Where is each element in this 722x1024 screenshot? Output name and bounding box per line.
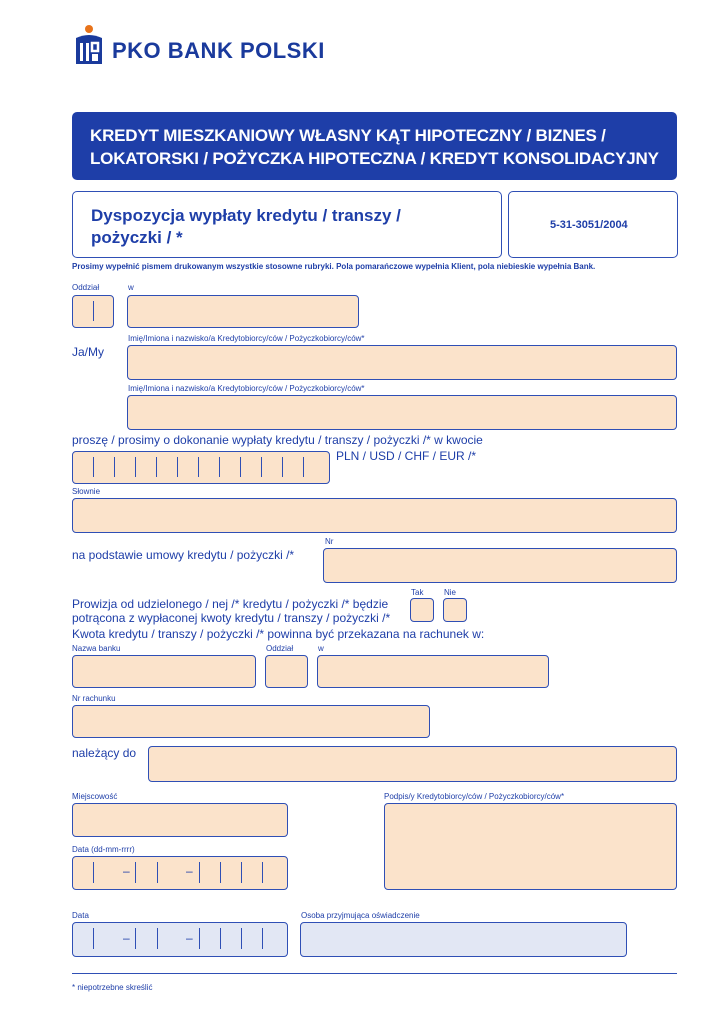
nazwa-banku-field[interactable] xyxy=(72,655,256,688)
borrower-names-label-1: Imię/Imiona i nazwisko/a Kredytobiorcy/ców / Pożyczkobiorcy/ców* xyxy=(128,334,365,343)
bank-date-field[interactable]: – – xyxy=(72,922,288,957)
oddzial-label-2: Oddział xyxy=(266,644,294,653)
w-field[interactable] xyxy=(127,295,359,328)
oddzial-field-2[interactable] xyxy=(265,655,308,688)
instructions: Prosimy wypełnić pismem drukowanym wszystkie stosowne rubryki. Pola pomarańczowe wypełnia Klient, pola niebieskie wypełnia Bank. xyxy=(72,262,596,271)
miejscowosc-field[interactable] xyxy=(72,803,288,837)
ja-my-label: Ja/My xyxy=(72,345,105,359)
nr-rachunku-field[interactable] xyxy=(72,705,430,738)
footnote: * niepotrzebne skreślić xyxy=(72,983,153,992)
nalezacy-do-field[interactable] xyxy=(148,746,677,782)
request-text: proszę / prosimy o dokonanie wypłaty kredytu / transzy / pożyczki /* w kwocie xyxy=(72,433,483,447)
data-label: Data xyxy=(72,911,89,920)
banner-line-1: KREDYT MIESZKANIOWY WŁASNY KĄT HIPOTECZNY / BIZNES / xyxy=(90,126,606,145)
nalezacy-do-label: należący do xyxy=(72,746,137,760)
oddzial-field[interactable] xyxy=(72,295,114,328)
commission-line-1: Prowizja od udzielonego / nej /* kredytu / pożyczki /* będzie xyxy=(72,597,389,611)
borrower-names-label-2: Imię/Imiona i nazwisko/a Kredytobiorcy/ców / Pożyczkobiorcy/ców* xyxy=(128,384,365,393)
bank-name: PKO BANK POLSKI xyxy=(112,38,325,63)
form-code-box xyxy=(508,191,678,258)
nie-checkbox[interactable] xyxy=(443,598,467,622)
osoba-label: Osoba przyjmująca oświadczenie xyxy=(301,911,420,920)
slownie-label: Słownie xyxy=(72,487,101,496)
form-title-box xyxy=(72,191,502,258)
nr-label: Nr xyxy=(325,537,334,546)
transfer-text: Kwota kredytu / transzy / pożyczki /* powinna być przekazana na rachunek w: xyxy=(72,627,485,641)
slownie-field[interactable] xyxy=(72,498,677,533)
osoba-field[interactable] xyxy=(300,922,627,957)
amount-field[interactable] xyxy=(72,451,330,484)
product-banner xyxy=(72,112,677,180)
nazwa-banku-label: Nazwa banku xyxy=(72,644,121,653)
nr-rachunku-label: Nr rachunku xyxy=(72,694,116,703)
w-field-2[interactable] xyxy=(317,655,549,688)
oddzial-label: Oddział xyxy=(72,283,100,292)
date-format-label: Data (dd-mm-rrrr) xyxy=(72,845,135,854)
footer-divider xyxy=(72,973,677,974)
banner-line-2: LOKATORSKI / POŻYCZKA HIPOTECZNA / KREDYT KONSOLIDACYJNY xyxy=(90,149,659,168)
agreement-number-field[interactable] xyxy=(323,548,677,583)
form-title-line-2: pożyczki / * xyxy=(91,228,183,247)
borrower-names-field-1[interactable] xyxy=(127,345,677,380)
currency-label: PLN / USD / CHF / EUR /* xyxy=(336,449,477,463)
tak-label: Tak xyxy=(411,588,424,597)
signature-field[interactable] xyxy=(384,803,677,890)
commission-line-2: potrącona z wypłaconej kwoty kredytu / transzy / pożyczki /* xyxy=(72,611,391,625)
borrower-names-field-2[interactable] xyxy=(127,395,677,430)
w-label-2: w xyxy=(318,644,324,653)
form-code: 5-31-3051/2004 xyxy=(550,219,628,231)
w-label: w xyxy=(128,283,134,292)
agreement-text: na podstawie umowy kredytu / pożyczki /* xyxy=(72,548,295,562)
tak-checkbox[interactable] xyxy=(410,598,434,622)
client-date-field[interactable]: – – xyxy=(72,856,288,890)
form-title-line-1: Dyspozycja wypłaty kredytu / transzy / xyxy=(91,206,401,225)
podpis-label: Podpis/y Kredytobiorcy/ców / Pożyczkobiorcy/ców* xyxy=(384,792,565,801)
nie-label: Nie xyxy=(444,588,457,597)
pko-logo-icon xyxy=(72,24,106,66)
miejscowosc-label: Miejscowość xyxy=(72,792,118,801)
